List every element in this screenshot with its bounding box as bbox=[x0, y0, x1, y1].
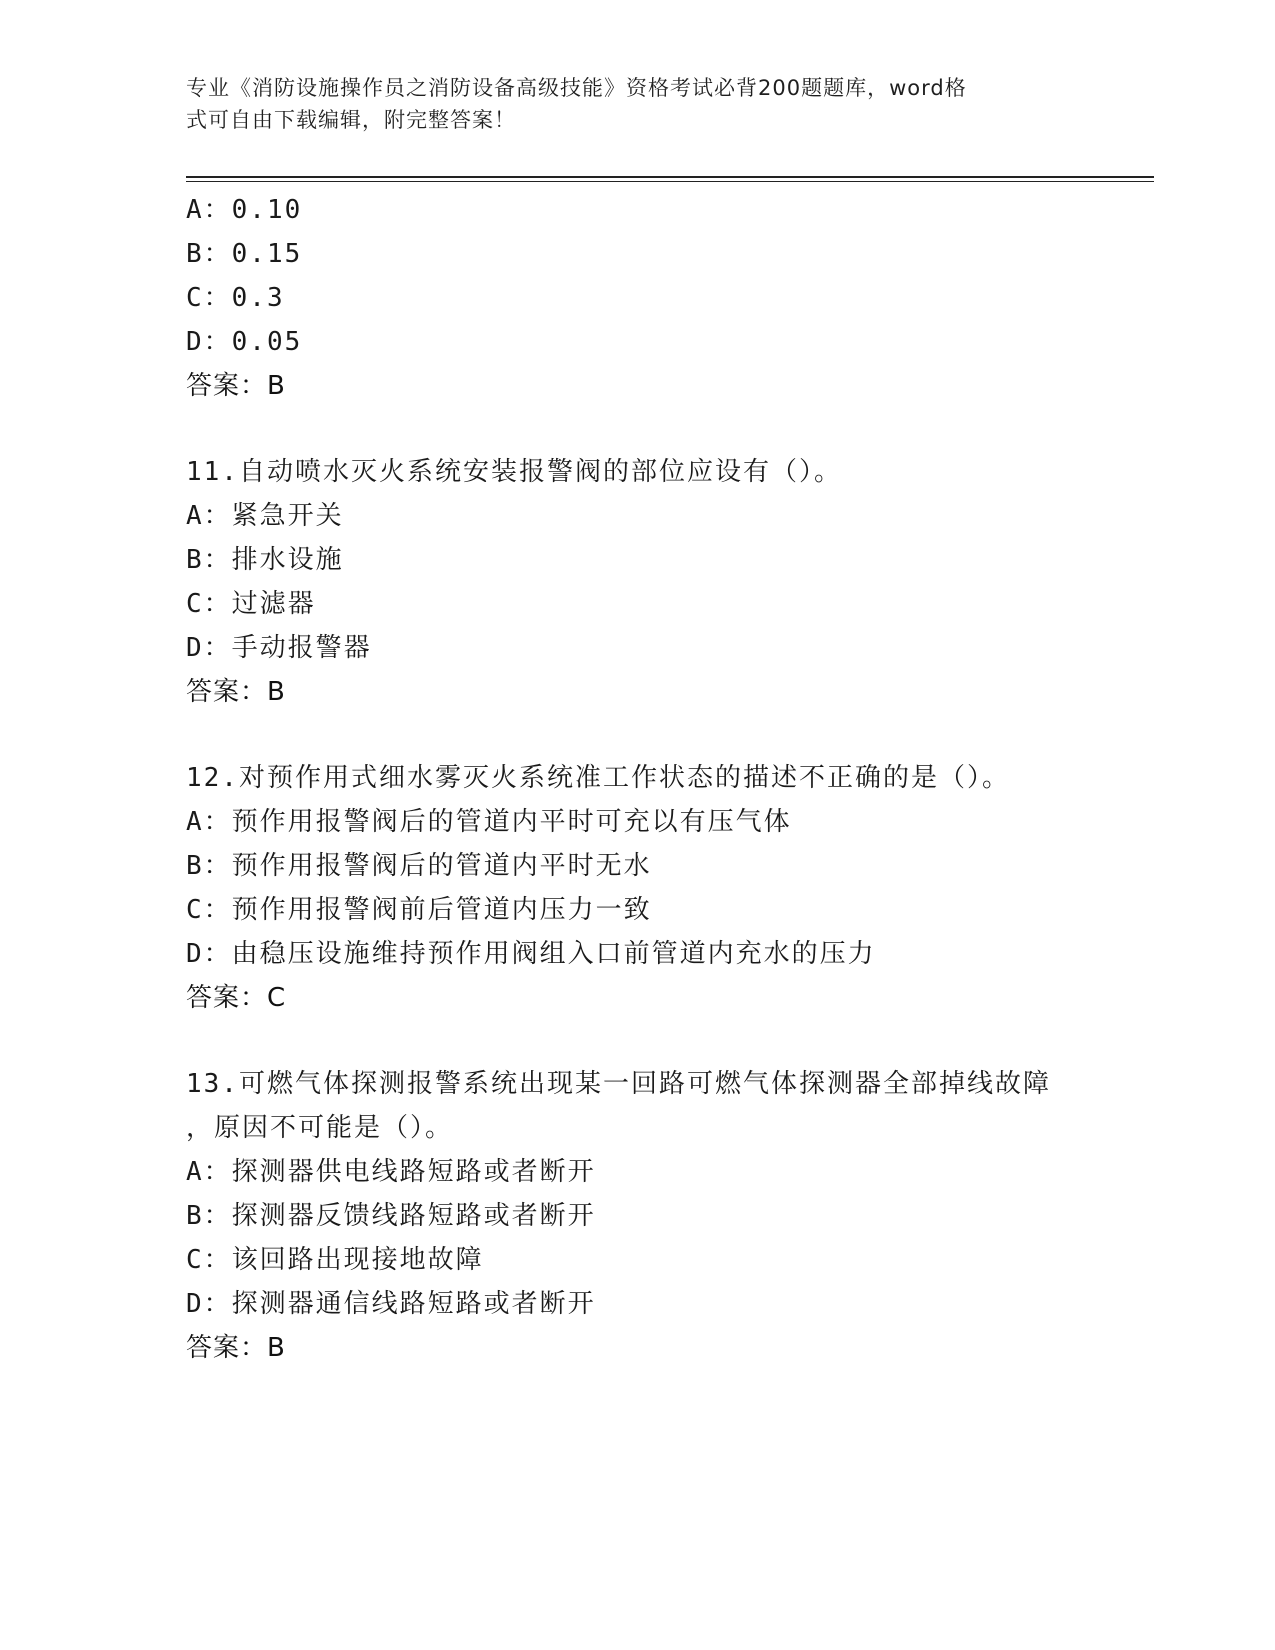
q13-option-a: A：探测器供电线路短路或者断开 bbox=[186, 1157, 596, 1187]
q12-answer: 答案：C bbox=[186, 983, 287, 1013]
q11-answer: 答案：B bbox=[186, 677, 286, 707]
q11-option-a: A：紧急开关 bbox=[186, 501, 344, 531]
header-divider-top bbox=[186, 176, 1154, 178]
q10-option-b: B：0.15 bbox=[186, 239, 303, 269]
q12-option-a: A：预作用报警阀后的管道内平时可充以有压气体 bbox=[186, 807, 792, 837]
q10-answer: 答案：B bbox=[186, 371, 286, 401]
q13-option-c: C：该回路出现接地故障 bbox=[186, 1245, 484, 1275]
q10-option-a: A：0.10 bbox=[186, 195, 303, 225]
q13-stem-line-2: ，原因不可能是（）。 bbox=[186, 1113, 454, 1143]
q13-answer: 答案：B bbox=[186, 1333, 286, 1363]
q10-option-c: C：0.3 bbox=[186, 283, 285, 313]
header-divider-bottom bbox=[186, 181, 1154, 182]
q12-option-b: B：预作用报警阀后的管道内平时无水 bbox=[186, 851, 652, 881]
q12-option-c: C：预作用报警阀前后管道内压力一致 bbox=[186, 895, 652, 925]
header-line-2: 式可自由下载编辑，附完整答案！ bbox=[186, 108, 516, 132]
q10-option-d: D：0.05 bbox=[186, 327, 303, 357]
q11-option-b: B：排水设施 bbox=[186, 545, 344, 575]
q11-stem: 11.自动喷水灭火系统安装报警阀的部位应设有（）。 bbox=[186, 457, 842, 487]
document-header bbox=[186, 72, 1086, 136]
q13-option-b: B：探测器反馈线路短路或者断开 bbox=[186, 1201, 596, 1231]
q13-stem-line-1: 13.可燃气体探测报警系统出现某一回路可燃气体探测器全部掉线故障 bbox=[186, 1069, 1051, 1099]
q11-option-d: D：手动报警器 bbox=[186, 633, 372, 663]
q12-stem: 12.对预作用式细水雾灭火系统准工作状态的描述不正确的是（）。 bbox=[186, 763, 1010, 793]
q12-option-d: D：由稳压设施维持预作用阀组入口前管道内充水的压力 bbox=[186, 939, 876, 969]
header-line-1: 专业《消防设施操作员之消防设备高级技能》资格考试必背200题题库，word格 bbox=[186, 76, 967, 100]
q11-option-c: C：过滤器 bbox=[186, 589, 316, 619]
q13-option-d: D：探测器通信线路短路或者断开 bbox=[186, 1289, 596, 1319]
